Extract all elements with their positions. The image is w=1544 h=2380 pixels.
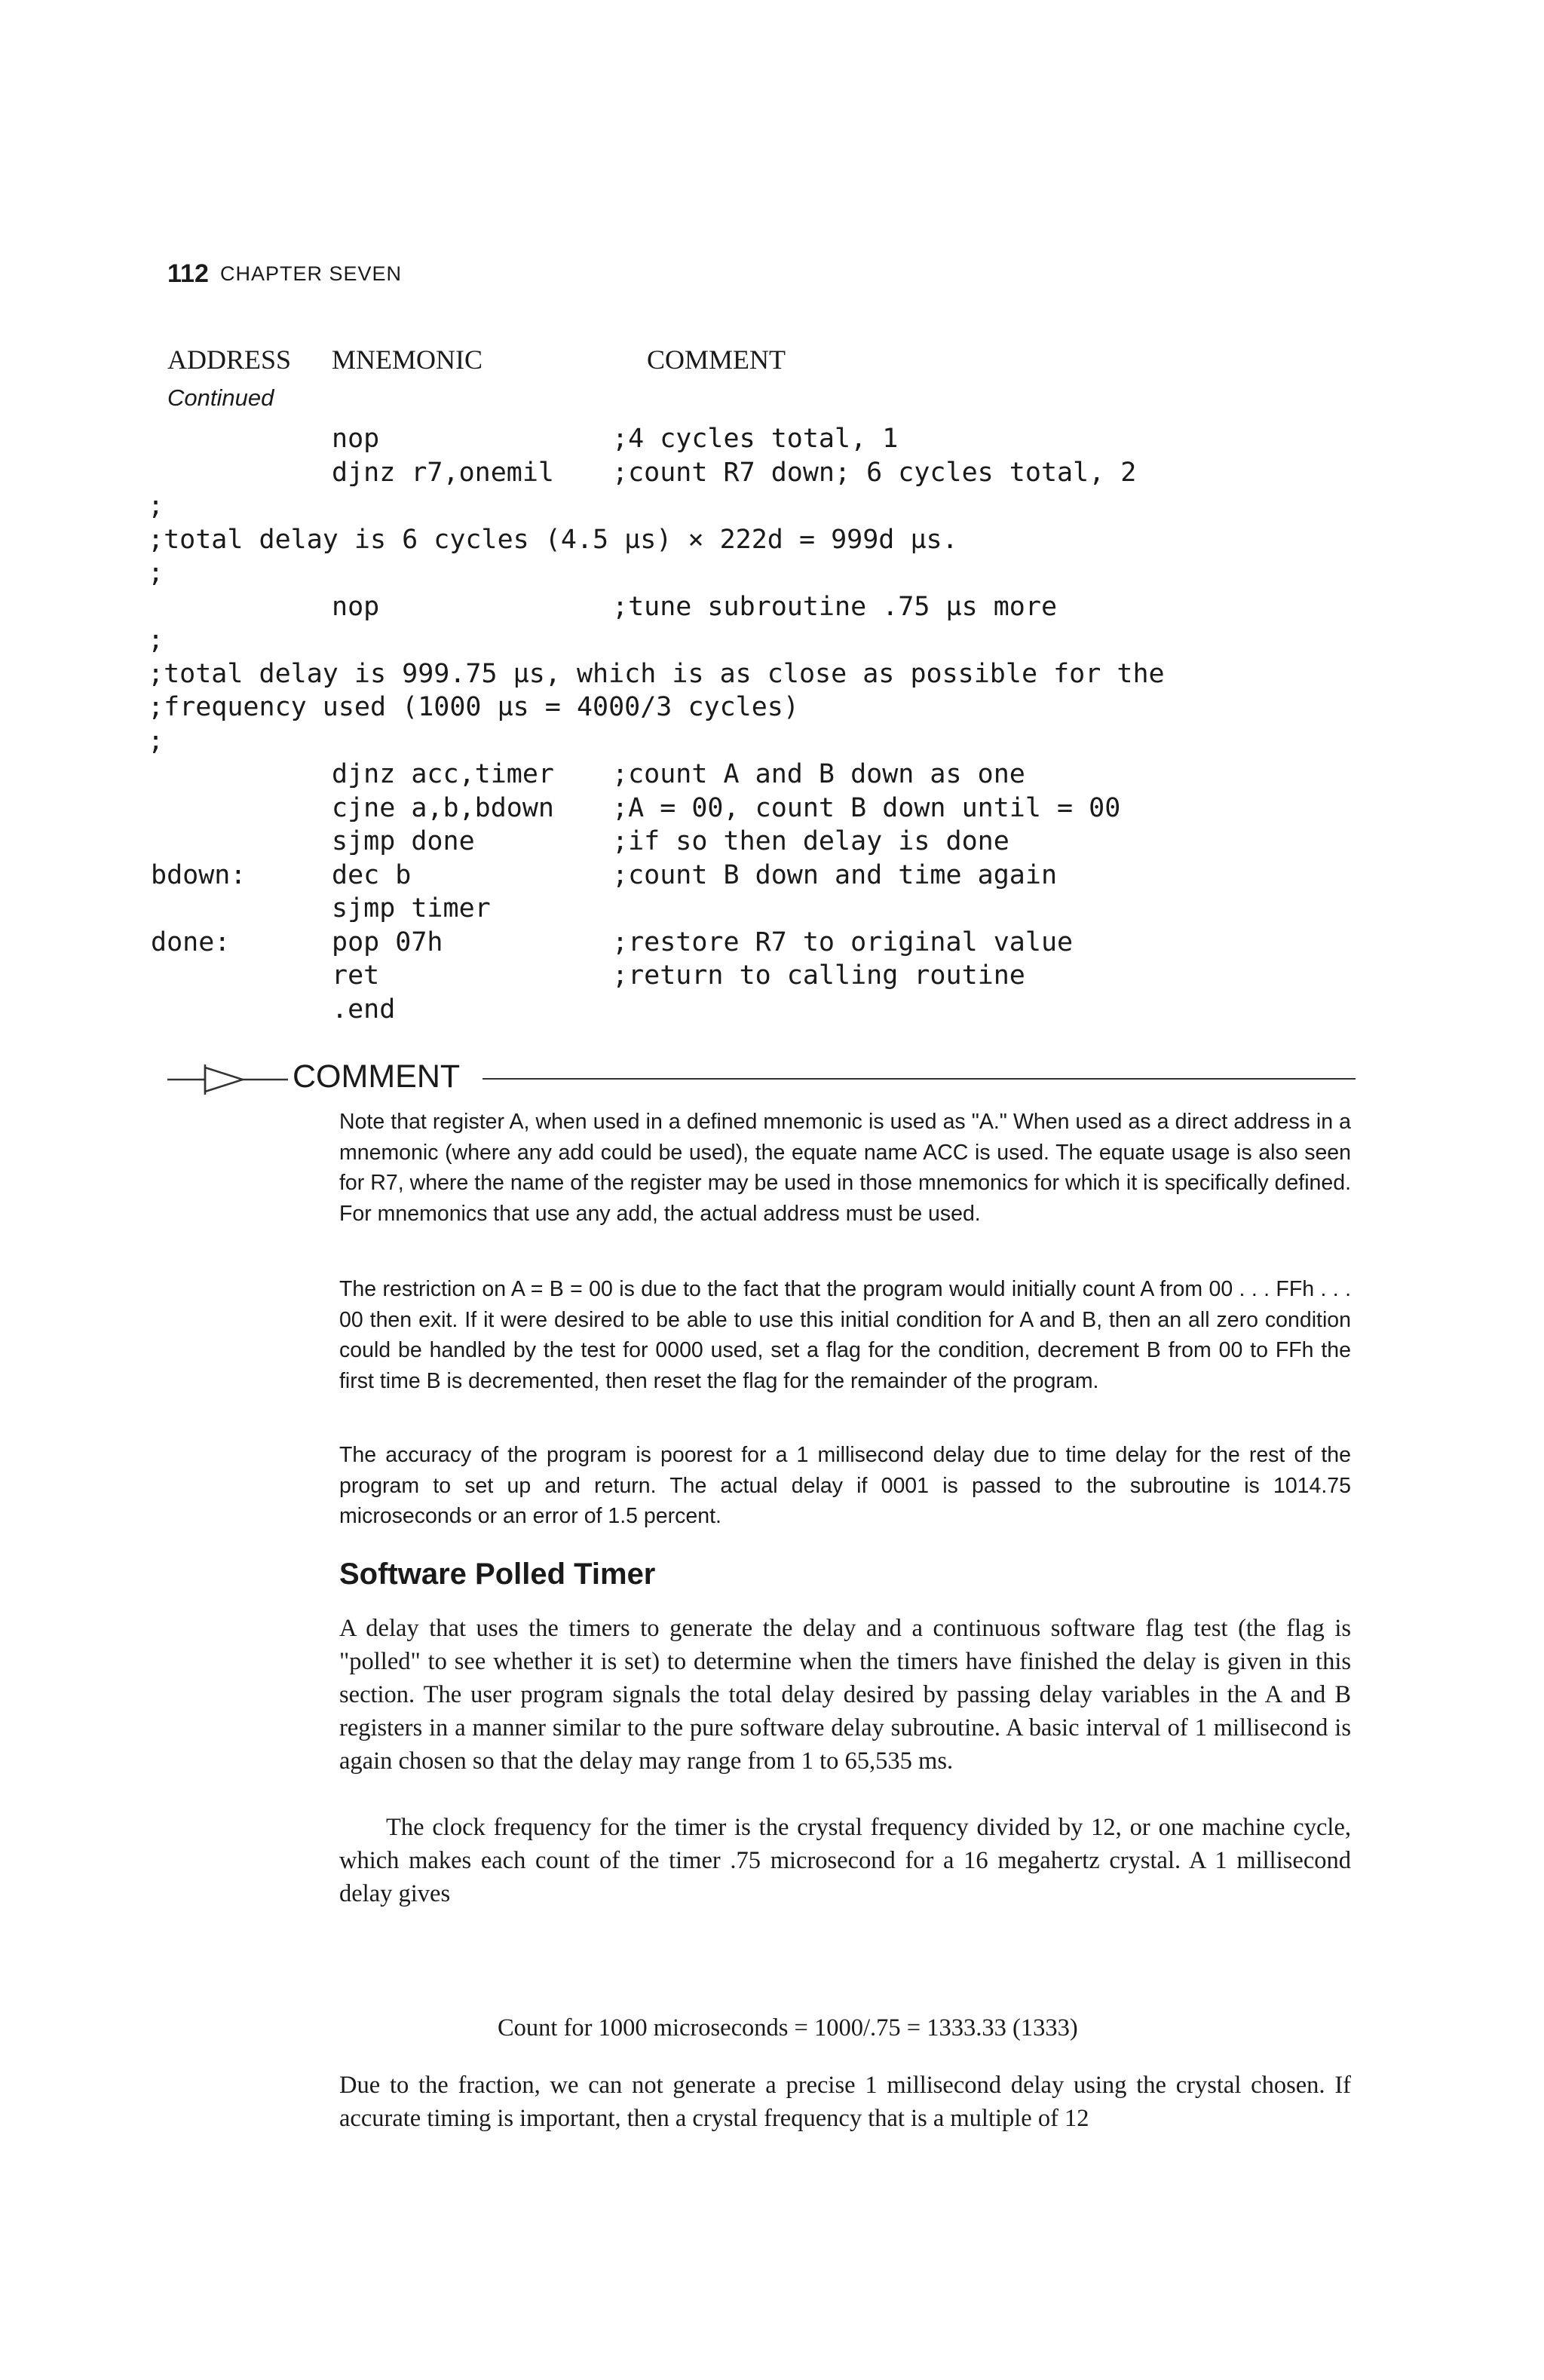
comment-paragraph: Note that register A, when used in a defined mnemonic is used as "A." When used as a direct address in a mnemonic (where any add could be used), the equate name ACC is used. The equate usage is also seen for R7, where the name of the register may be used in those mnemonics for which it is specifically defined. For mnemonics that use any add, the actual address must be used. — [339, 1110, 1351, 1226]
code-mnemonic: ret — [332, 960, 380, 991]
code-mnemonic: dec b — [332, 859, 412, 890]
code-comment: ;A = 00, count B down until = 00 — [612, 792, 1121, 823]
code-full: ; — [148, 625, 164, 655]
column-header-comment: COMMENT — [647, 345, 786, 375]
code-mnemonic: sjmp timer — [332, 893, 491, 924]
code-comment: ;4 cycles total, 1 — [612, 424, 899, 454]
code-full: ;total delay is 999.75 µs, which is as close as possible for the — [148, 658, 1165, 689]
comment-title: COMMENT — [293, 1058, 461, 1095]
code-label: done: — [151, 927, 231, 957]
page-number: 112 — [167, 259, 209, 288]
chapter-title: CHAPTER SEVEN — [220, 262, 403, 285]
code-mnemonic: nop — [332, 591, 380, 622]
code-mnemonic: sjmp done — [332, 826, 475, 856]
code-mnemonic: nop — [332, 424, 380, 454]
body-paragraph: A delay that uses the timers to generate the delay and a continuous software flag test (the flag is "polled" to see whether it is set) to determine when the timers have finished the delay is given in this section. The user program signals the total delay desired by passing delay variables in the A and B registers in a manner similar to the pure software delay subroutine. A basic interval of 1 millisecond is again chosen so that the delay may range from 1 to 65,535 ms. — [339, 1615, 1351, 1775]
continued-label: Continued — [167, 384, 274, 411]
code-comment: ;if so then delay is done — [612, 826, 1009, 856]
code-full: ;total delay is 6 cycles (4.5 µs) × 222d = 999d µs. — [148, 524, 958, 555]
code-mnemonic: djnz acc,timer — [332, 759, 555, 789]
code-full: ; — [148, 491, 164, 521]
code-comment: ;return to calling routine — [612, 960, 1025, 991]
code-comment: ;count A and B down as one — [612, 759, 1025, 789]
code-comment: ;count R7 down; 6 cycles total, 2 — [612, 457, 1137, 488]
comment-paragraph: The accuracy of the program is poorest for a 1 millisecond delay due to time delay for the rest of the program to set up and return. The actual delay if 0001 is passed to the subroutine is 1014.75 microseconds or an error of 1.5 percent. — [339, 1443, 1351, 1528]
code-full: ; — [148, 558, 164, 588]
comment-arrow-icon — [167, 1054, 296, 1107]
code-full: ; — [148, 725, 164, 756]
code-comment: ;count B down and time again — [612, 859, 1058, 890]
code-mnemonic: djnz r7,onemil — [332, 457, 555, 488]
body-paragraph: Due to the fraction, we can not generate a precise 1 millisecond delay using the crystal chosen. If accurate timing is important, then a crystal frequency that is a multiple of 12 — [339, 2072, 1351, 2132]
code-comment: ;restore R7 to original value — [612, 927, 1074, 957]
comment-paragraph: The restriction on A = B = 00 is due to the fact that the program would initially count A from 00 . . . FFh . . . 00 then exit. If it were desired to be able to use this initial condition for A and B, then an all zero condition could be handled by the test for 0000 used, set a flag for the condition, decrement B from 00 to FFh the first time B is decremented, then reset the flag for the remainder of the program. — [339, 1277, 1351, 1393]
body-paragraph: The clock frequency for the timer is the crystal frequency divided by 12, or one machine cycle, which makes each count of the timer .75 microsecond for a 16 megahertz crystal. A 1 millisecond delay gives — [339, 1814, 1351, 1907]
equation: Count for 1000 microseconds = 1000/.75 = 1333.33 (1333) — [498, 2014, 1078, 2042]
code-full: ;frequency used (1000 µs = 4000/3 cycles) — [148, 692, 799, 722]
code-mnemonic: cjne a,b,bdown — [332, 792, 555, 823]
code-comment: ;tune subroutine .75 µs more — [612, 591, 1058, 622]
section-title: Software Polled Timer — [339, 1558, 656, 1591]
column-header-address: ADDRESS — [167, 345, 292, 375]
code-mnemonic: .end — [332, 994, 396, 1025]
comment-rule — [482, 1078, 1356, 1080]
code-mnemonic: pop 07h — [332, 927, 443, 957]
code-label: bdown: — [151, 859, 247, 890]
column-header-mnemonic: MNEMONIC — [332, 345, 483, 375]
